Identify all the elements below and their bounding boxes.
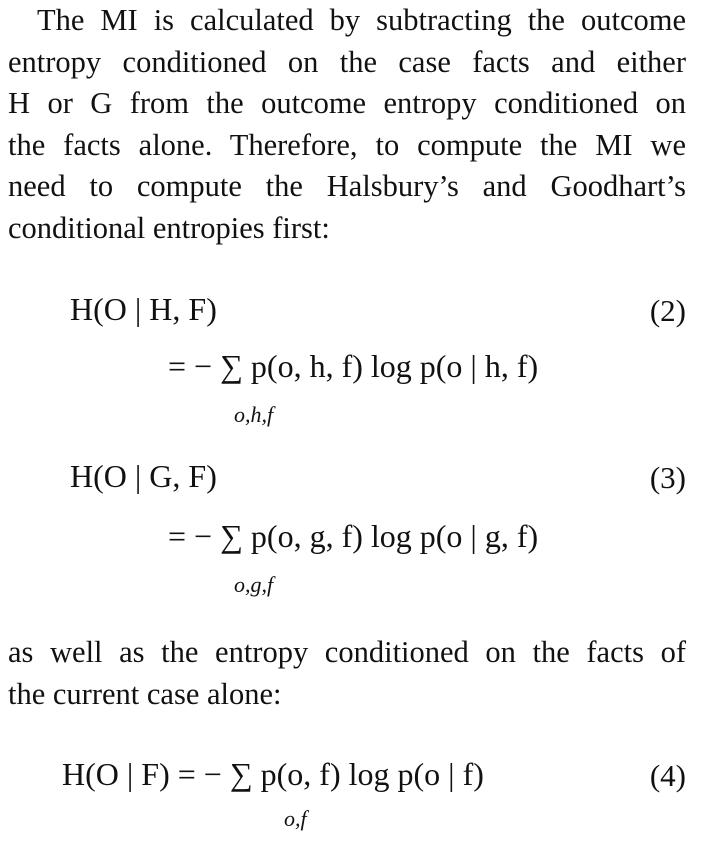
equation-3-rhs: = − ∑ p(o, g, f) log p(o | g, f): [168, 518, 539, 554]
equation-3-sum-subscript: o,g,f: [234, 572, 274, 597]
paragraph-mi-intro: [8, 0, 686, 249]
equation-2-number: (2): [649, 293, 686, 328]
text-line: as well as the entropy conditioned on the facts of: [8, 635, 686, 669]
equation-3-lhs: H(O | G, F): [70, 458, 217, 494]
paragraph-entropy-facts: [8, 632, 686, 715]
text-line: need to compute the Halsbury’s and Goodhart’s: [8, 169, 686, 203]
text-line: conditional entropies first:: [8, 210, 330, 245]
equation-2-rhs: = − ∑ p(o, h, f) log p(o | h, f): [168, 348, 539, 384]
equation-2-sum-subscript: o,h,f: [234, 402, 274, 427]
equation-3-number: (3): [649, 460, 686, 495]
equation-4-sum-subscript: o,f: [284, 806, 307, 831]
equation-4-number: (4): [649, 758, 686, 793]
text-line: the facts alone. Therefore, to compute the MI we: [8, 127, 686, 162]
text-line: H or G from the outcome entropy conditioned on: [8, 86, 686, 120]
equation-4-body: H(O | F) = − ∑ p(o, f) log p(o | f): [62, 756, 484, 792]
equation-2-lhs: H(O | H, F): [70, 291, 217, 327]
paper-page: [8, 0, 686, 843]
text-line: the current case alone:: [8, 676, 282, 711]
text-line: The MI is calculated by subtracting the outcome: [37, 3, 686, 37]
text-line: entropy conditioned on the case facts and either: [8, 44, 686, 79]
